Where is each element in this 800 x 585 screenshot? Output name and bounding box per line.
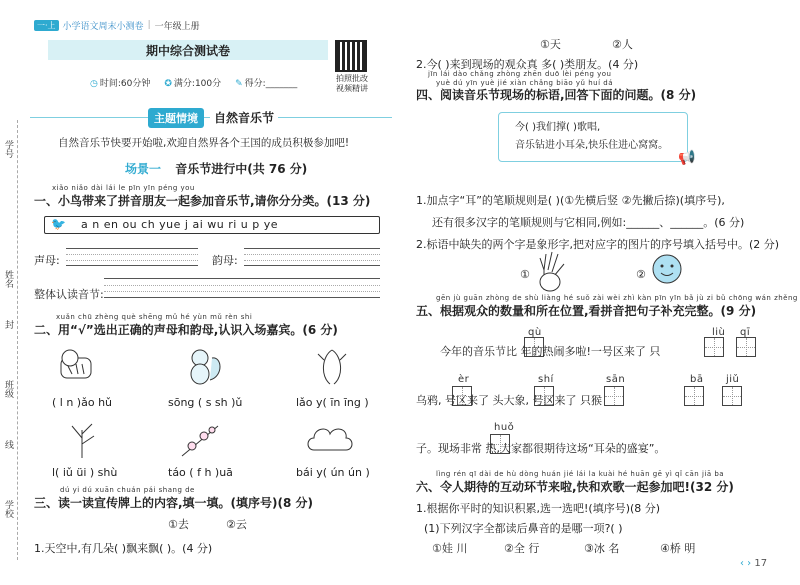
q5-py-liu: liù xyxy=(712,327,726,338)
binding-label: 班级 xyxy=(3,380,13,398)
theme-banner xyxy=(30,108,392,126)
q5-py-qu: qù xyxy=(528,327,542,338)
binding-label: 线 xyxy=(3,440,13,449)
q3-line-2: 2.今( )来到现场的观众真 多( )类朋友。(4 分) xyxy=(416,58,639,71)
qr-code[interactable] xyxy=(335,40,367,72)
theme-title: 自然音乐节 xyxy=(210,109,278,126)
binding-label: 学校 xyxy=(3,500,13,518)
binding-strip xyxy=(0,120,18,560)
series-header: 一·上 小学语文周末小测卷 | 一年级上册 xyxy=(34,18,200,32)
q6-option-3: ③冰 名 xyxy=(584,542,620,555)
q5-py-ba: bā xyxy=(690,374,704,385)
q2-item-3: lǎo y( īn īng ) xyxy=(296,396,369,409)
pic-label-1: ① xyxy=(520,268,530,281)
intro-text: 自然音乐节快要开始啦,欢迎自然界各个王国的成员积极参加吧! xyxy=(58,137,350,149)
q5-py-san: sān xyxy=(606,374,626,385)
binding-label: 姓名 xyxy=(3,270,13,288)
q6-option-2: ②全 行 xyxy=(504,542,540,555)
syllable-list: a n en ou ch yue j ai wu ri u p ye xyxy=(81,218,279,231)
q1-pinyin: xiǎo niǎo dài lái le pīn yīn péng you xyxy=(52,184,195,192)
q6-option-1: ①娃 川 xyxy=(432,542,468,555)
answer-box[interactable] xyxy=(604,386,624,406)
answer-box[interactable] xyxy=(736,337,756,357)
q2-pinyin: xuǎn chū zhèng què shēng mǔ hé yùn mǔ rèn shi xyxy=(56,313,253,321)
binding-label: 封 xyxy=(3,320,13,329)
answer-box[interactable] xyxy=(704,337,724,357)
answer-box[interactable] xyxy=(684,386,704,406)
bird-icon: 🐦 xyxy=(51,217,66,231)
q2-item-2: sōng ( s sh )ǔ xyxy=(168,396,243,409)
cloud-icon xyxy=(304,420,356,456)
q4-pinyin: yuè dú yīn yuè jié xiàn chǎng biāo yǔ huí dá xyxy=(436,79,613,87)
zhengti-answer-line[interactable] xyxy=(104,278,380,298)
q3-option-1: ①去 xyxy=(168,518,189,531)
shengmu-answer-line[interactable] xyxy=(66,248,198,266)
answer-box[interactable] xyxy=(722,386,742,406)
tiger-icon xyxy=(56,346,96,386)
zhengti-label: 整体认读音节: xyxy=(34,288,104,301)
q6-pinyin: lìng rén qī dài de hù dòng huán jié lái la kuài hé huān gē yì qǐ cān jiā ba xyxy=(436,470,725,478)
squirrel-icon xyxy=(184,346,224,388)
q5-py-shi: shí xyxy=(538,374,554,385)
willow-tree-icon xyxy=(64,418,100,460)
speaker-icon: 📢 xyxy=(678,150,696,166)
q2-title: 二、用“√”选出正确的声母和韵母,认识入场嘉宾。(6 分) xyxy=(34,323,338,337)
q5-py-jiu: jiǔ xyxy=(726,374,740,385)
star-icon: ✪ xyxy=(164,79,172,89)
syllable-banner xyxy=(44,216,380,234)
scene-title: 音乐节进行中(共 76 分) xyxy=(175,162,308,176)
qr-caption: 拍照批改 视频精讲 xyxy=(336,74,368,93)
score-blank: 得分:_______ xyxy=(244,79,298,89)
q2-item-1: ( l n )ǎo hǔ xyxy=(52,396,113,409)
q2-item-4: l( iǔ üi ) shù xyxy=(52,466,118,479)
grade-name: 一年级上册 xyxy=(154,21,200,32)
eagle-icon xyxy=(314,346,350,388)
slogan-card xyxy=(498,112,688,162)
q5-line-1: 今年的音乐节比 年的热闹多啦!一号区来了 只 xyxy=(440,345,661,358)
exam-meta xyxy=(90,76,297,89)
scene-label: 场景一 xyxy=(125,162,162,176)
q4-sub-1b: 还有很多汉字的笔顺规则与它相同,例如:______、______。(6 分) xyxy=(432,216,745,229)
page-title: 期中综合测试卷 xyxy=(48,40,328,60)
q1-title: 一、小鸟带来了拼音朋友一起参加音乐节,请你分分类。(13 分) xyxy=(34,194,371,208)
binding-label: 学号 xyxy=(3,140,13,158)
r-option-2: ②人 xyxy=(612,38,633,51)
q3-line-2-pinyin: jīn lái dào chǎng zhòng zhēn duō lèi péng you xyxy=(428,70,612,78)
page-number-value: 17 xyxy=(754,558,768,569)
q5-pinyin: gēn jù guān zhòng de shù liàng hé suǒ zài wèi zhì kàn pīn yīn bǎ jù zi bǔ chōng wán zhěng xyxy=(436,294,798,302)
page-number: ‹ › 17 xyxy=(740,558,768,569)
q3-pinyin: dú yi dú xuān chuán pái shang de xyxy=(60,486,195,494)
q6-option-4: ④桥 明 xyxy=(660,542,696,555)
yunmu-answer-line[interactable] xyxy=(244,248,380,266)
q5-py-huo: huǒ xyxy=(494,422,515,433)
q2-item-5: táo ( f h )uā xyxy=(168,466,233,479)
q5-line-2: 乌鸦, 号区来了 头大象, 号区来了 只猴 xyxy=(416,394,602,407)
q3-option-2: ②云 xyxy=(226,518,247,531)
q3-line-1: 1.天空中,有几朵( )飘来飘( )。(4 分) xyxy=(34,542,213,555)
grade-tag: 一·上 xyxy=(34,20,59,31)
clock-icon: ◷ xyxy=(90,79,98,89)
slogan-line-1: 今( )我们撑( )歌唱, xyxy=(515,122,601,133)
q2-item-6: bái y( ún ún ) xyxy=(296,466,370,479)
time-limit: 时间:60分钟 xyxy=(99,79,151,89)
slogan-line-2: 音乐钻进小耳朵,快乐住进心窝窝。 xyxy=(515,140,669,151)
q4-sub-1: 1.加点字“耳”的笔顺规则是( )(①先横后竖 ②先撇后捺)(填序号), xyxy=(416,194,725,207)
q5-py-qi: qī xyxy=(740,327,751,338)
q6-sub-1: 1.根据你平时的知识积累,选一选吧!(填序号)(8 分) xyxy=(416,502,661,515)
shengmu-label: 声母: xyxy=(34,254,60,267)
q3-title: 三、读一读宣传牌上的内容,填一填。(填序号)(8 分) xyxy=(34,496,314,510)
hand-icon xyxy=(536,250,568,292)
scene-heading xyxy=(125,160,307,177)
q4-sub-2: 2.标语中缺失的两个字是象形字,把对应字的图片的序号填入括号中。(2 分) xyxy=(416,238,780,251)
r-option-1: ①天 xyxy=(540,38,561,51)
sun-icon xyxy=(650,252,684,286)
peach-blossom-icon xyxy=(178,418,222,460)
pen-icon: ✎ xyxy=(235,79,243,89)
q6-title: 六、令人期待的互动环节来啦,快和欢歌一起参加吧!(32 分) xyxy=(416,480,734,494)
series-name: 小学语文周末小测卷 xyxy=(62,21,144,32)
q4-title: 四、阅读音乐节现场的标语,回答下面的问题。(8 分) xyxy=(416,88,697,102)
yunmu-label: 韵母: xyxy=(212,254,238,267)
q5-py-er: èr xyxy=(458,374,470,385)
q6-sub-1a: (1)下列汉字全都读后鼻音的是哪一项?( ) xyxy=(424,522,623,535)
q5-title: 五、根据观众的数量和所在位置,看拼音把句子补充完整。(9 分) xyxy=(416,304,757,318)
pic-label-2: ② xyxy=(636,268,646,281)
full-score: 满分:100分 xyxy=(173,79,222,89)
theme-tag: 主题情境 xyxy=(148,108,204,128)
q5-line-3: 子。现场非常 热,大家都很期待这场“耳朵的盛宴”。 xyxy=(416,442,666,455)
